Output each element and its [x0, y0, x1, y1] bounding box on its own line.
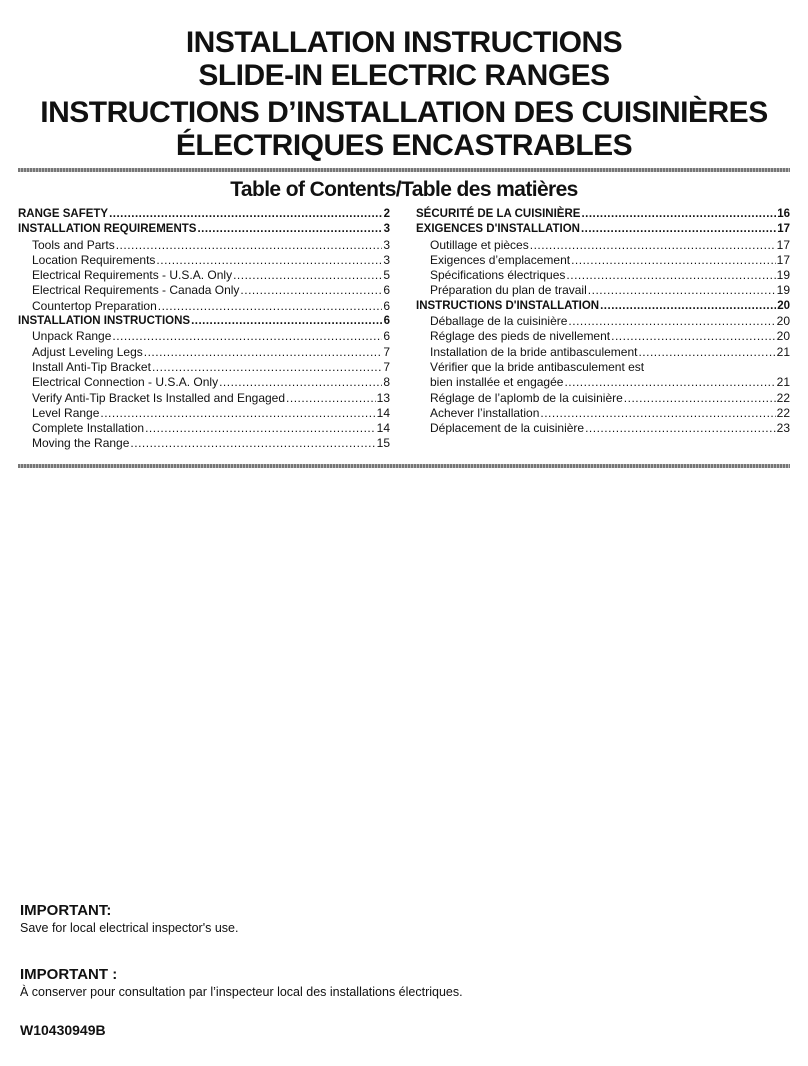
toc-entry-label: Réglage des pieds de nivellement	[430, 329, 611, 344]
toc-entry-label: Adjust Leveling Legs	[32, 344, 143, 359]
toc-entry[interactable]	[18, 253, 390, 268]
toc-entry-page: 23	[776, 421, 790, 436]
toc-entry-page: 15	[376, 436, 390, 451]
toc-entry-page: 7	[383, 344, 390, 359]
toc-entry-label: Install Anti-Tip Bracket	[32, 359, 151, 374]
toc-entry-page: 17	[776, 252, 790, 267]
toc-entry[interactable]	[18, 375, 390, 390]
toc-entry-page: 20	[777, 299, 790, 312]
toc-entry[interactable]	[18, 299, 390, 314]
document-number: W10430949B	[20, 1022, 106, 1038]
toc-entry-label: Réglage de l’aplomb de la cuisinière	[430, 390, 623, 405]
toc-entry-page: 17	[776, 237, 790, 252]
toc-entry[interactable]	[18, 436, 390, 451]
toc-entry-page: 6	[383, 298, 390, 313]
toc-entry[interactable]	[18, 391, 390, 406]
toc-entry-label: Unpack Range	[32, 329, 112, 344]
important-fr	[20, 966, 463, 999]
toc-entry-page: 14	[376, 405, 390, 420]
toc-entry[interactable]	[18, 207, 390, 222]
toc-right-column	[416, 207, 790, 436]
toc-entry[interactable]	[416, 268, 790, 283]
toc-entry[interactable]	[416, 406, 790, 421]
toc-entry-label: Préparation du plan de travail	[430, 283, 587, 298]
toc-entry-label: Exigences d’emplacement	[430, 252, 571, 267]
toc-entry-label: bien installée et engagée	[430, 375, 564, 390]
toc-entry-label: Electrical Requirements - Canada Only	[32, 283, 240, 298]
toc-entry-page: 6	[383, 283, 390, 298]
toc-entry-page: 5	[383, 268, 390, 283]
toc-entry-page: 14	[376, 421, 390, 436]
toc-entry[interactable]	[416, 222, 790, 237]
title-fr-line-1: INSTRUCTIONS D’INSTALLATION DES CUISINIÈRES	[40, 96, 768, 129]
toc-entry-page: 19	[776, 283, 790, 298]
toc-entry-label: SÉCURITÉ DE LA CUISINIÈRE	[416, 208, 581, 220]
toc-heading: Table of Contents/Table des matières	[230, 178, 578, 201]
toc-entry-label: Verify Anti-Tip Bracket Is Installed and Engaged	[32, 390, 286, 405]
toc-entry[interactable]	[416, 421, 790, 436]
toc-entry[interactable]	[18, 360, 390, 375]
toc-entry-label: Tools and Parts	[32, 237, 115, 252]
toc-entry-label: INSTALLATION INSTRUCTIONS	[18, 315, 191, 328]
toc-entry-page: 3	[383, 237, 390, 252]
toc-entry-page: 19	[776, 268, 790, 283]
bottom-divider	[18, 464, 790, 468]
important-en-text: Save for local electrical inspector's use.	[20, 921, 239, 935]
toc-entry-page: 16	[777, 208, 790, 220]
toc-entry[interactable]	[416, 207, 790, 222]
toc-entry-page: 21	[776, 344, 790, 359]
toc-entry[interactable]	[18, 329, 390, 344]
top-divider	[18, 168, 790, 172]
toc-entry-page: 17	[777, 223, 790, 236]
toc-entry-label: Complete Installation	[32, 421, 145, 436]
toc-entry-page: 22	[776, 390, 790, 405]
title-en-line-1: INSTALLATION INSTRUCTIONS	[185, 26, 623, 59]
toc-entry-page: 7	[383, 359, 390, 374]
toc-entry-page: 6	[383, 329, 390, 344]
toc-entry-label: Installation de la bride antibasculement	[430, 344, 638, 359]
toc-entry[interactable]	[416, 283, 790, 298]
toc-entry[interactable]	[18, 283, 390, 298]
toc-entry-page: 20	[776, 314, 790, 329]
toc-entry-label: Moving the Range	[32, 436, 130, 451]
toc-entry-label: INSTALLATION REQUIREMENTS	[18, 223, 197, 236]
toc-entry-page: 3	[383, 223, 390, 236]
title-en-line-2: SLIDE-IN ELECTRIC RANGES	[198, 59, 610, 92]
toc-entry-page: 13	[376, 390, 390, 405]
toc-entry-page: 22	[776, 405, 790, 420]
toc-entry[interactable]	[416, 299, 790, 314]
toc-entry[interactable]	[416, 391, 790, 406]
toc-entry-label: Outillage et pièces	[430, 237, 529, 252]
toc-entry[interactable]	[18, 421, 390, 436]
toc-entry-label: Déballage de la cuisinière	[430, 314, 568, 329]
document-title	[0, 26, 808, 162]
toc-entry-label: RANGE SAFETY	[18, 208, 109, 220]
toc-entry-page: 21	[776, 375, 790, 390]
toc-entry[interactable]	[416, 314, 790, 329]
toc-entry-page: 20	[776, 329, 790, 344]
toc-entry-label: Spécifications électriques	[430, 268, 566, 283]
toc-entry[interactable]	[416, 345, 790, 360]
toc-entry-label: INSTRUCTIONS D'INSTALLATION	[416, 299, 600, 312]
important-fr-title: IMPORTANT :	[20, 966, 118, 983]
important-en	[20, 902, 238, 935]
toc-entry[interactable]	[18, 268, 390, 283]
toc-entry-page: 3	[383, 252, 390, 267]
toc-entry-label: Electrical Connection - U.S.A. Only	[32, 375, 219, 390]
toc-entry-label: Location Requirements	[32, 252, 156, 267]
important-en-title: IMPORTANT:	[20, 902, 112, 919]
toc-entry[interactable]	[18, 238, 390, 253]
toc-entry[interactable]	[18, 406, 390, 421]
toc-entry[interactable]	[416, 375, 790, 390]
toc-entry-page: 2	[383, 208, 390, 220]
toc-entry-label: EXIGENCES D'INSTALLATION	[416, 223, 580, 236]
toc-entry[interactable]	[416, 253, 790, 268]
toc-entry[interactable]	[416, 238, 790, 253]
toc-entry-label: Level Range	[32, 405, 100, 420]
toc-entry[interactable]	[18, 314, 390, 329]
toc-entry-line[interactable]	[416, 360, 790, 375]
toc-entry-label: Countertop Preparation	[32, 298, 157, 313]
toc-entry[interactable]	[416, 329, 790, 344]
important-fr-text: À conserver pour consultation par l’inspecteur local des installations électriques.	[20, 985, 463, 999]
toc-entry-page: 8	[383, 375, 390, 390]
toc-left-column	[18, 207, 390, 452]
toc-entry-page: 6	[383, 315, 390, 328]
toc-entry-label: Achever l’installation	[430, 405, 540, 420]
toc-entry-label: Electrical Requirements - U.S.A. Only	[32, 268, 233, 283]
title-fr-line-2: ÉLECTRIQUES ENCASTRABLES	[175, 129, 633, 162]
toc-entry[interactable]	[18, 222, 390, 237]
toc-entry-label: Vérifier que la bride antibasculement est	[430, 359, 645, 374]
toc-entry[interactable]	[18, 345, 390, 360]
toc-entry-label: Déplacement de la cuisinière	[430, 421, 585, 436]
